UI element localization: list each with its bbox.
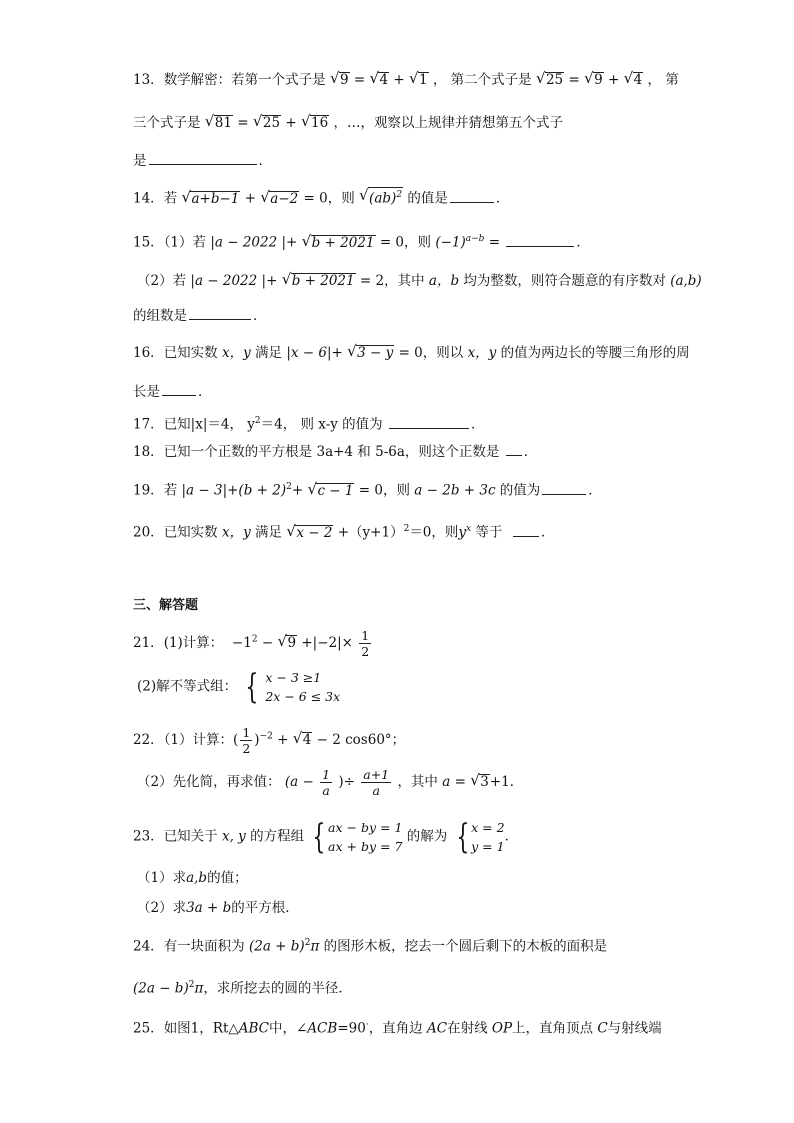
section-heading: 三、解答题 bbox=[133, 598, 199, 613]
question-24-line-1: 24．有一块面积为 $(2a + b)^2\pi$ 的图形木板，挖去一个圆后剩下的木板的面积是 bbox=[133, 938, 608, 955]
question-23-part-2: （2）求3a + b的平方根． bbox=[137, 900, 299, 916]
answer-blank bbox=[450, 188, 494, 203]
question-14: 14．若 √ a+b−1 + √ a−2 = 0，则 √ (ab)$^2$ 的值是 ． bbox=[133, 186, 510, 207]
question-15-part-1: 15．（1）若 |a − 2022 |+ √ b + 2021 = 0，则 $(-1)^{a-b}$ = ． bbox=[133, 231, 590, 251]
answer-blank bbox=[162, 381, 196, 396]
question-21-part-1: 21．(1)计算： $-1^2$ − √ 9 +|−2|× $\frac{1}{2}$ bbox=[133, 628, 370, 659]
question-13-line-3: 是 ． bbox=[133, 150, 272, 171]
question-number: 13． bbox=[133, 72, 164, 88]
question-17: 17．已知|x|＝4， $y^2=4$， 则 x-y 的值为 ． bbox=[133, 411, 484, 435]
question-25: 25．如图1，Rt△ABC中，∠ACB=90·，直角边 AC在射线 OP上，直角顶点 C与射线端 bbox=[133, 1020, 662, 1037]
question-16-line-1: 16．已知实数 x，y 满足 |x − 6|+ √ 3 − y = 0，则以 x，y 的值为两边长的等腰三角形的周 bbox=[133, 342, 690, 361]
answer-blank bbox=[506, 441, 522, 456]
question-15-part-2-line-1: （2）若 |a − 2022 |+ √ b + 2021 = 2，其中 a，b 均为整数，则符合题意的有序数对 (a,b) bbox=[137, 270, 702, 289]
answer-blank bbox=[189, 305, 251, 320]
question-16-line-2: 长是 ． bbox=[133, 381, 212, 402]
question-22-part-2: （2）先化简，再求值： (a − $\frac{1}{a}$ )÷ $\frac{a+1}{a}$ ，其中 a = √ 3+1． bbox=[137, 767, 524, 798]
question-23-part-1: （1）求a,b的值； bbox=[137, 870, 248, 886]
answer-blank bbox=[542, 480, 586, 495]
question-13-line-2: 三个式子是 √ 81 = √ 25 + √ 16 ，…，观察以上规律并猜想第五个式子 bbox=[133, 112, 563, 131]
question-19: 19．若 $|a - 3|+(b + 2)^2+$ √ c − 1 = 0，则 a − 2b + 3c 的值为 ． bbox=[133, 479, 602, 499]
answer-blank bbox=[389, 414, 469, 429]
question-13-line-1: 13．数学解密：若第一个式子是 √ 9 = √ 4 + √ 1 ， 第二个式子是 √ 25 = √ 9 + √ 4 ， 第 bbox=[133, 69, 679, 88]
question-18: 18．已知一个正数的平方根是 3a+4 和 5-6a，则这个正数是 ． bbox=[133, 441, 537, 462]
question-15-part-2-line-2: 的组数是 ． bbox=[133, 305, 267, 326]
answer-blank bbox=[513, 522, 539, 537]
question-22-part-1: 22．（1）计算：( $\frac{1}{2}$ )$^{-2}$ + √ 4 − 2 cos60°； bbox=[133, 725, 406, 756]
question-23: 23．已知关于 x, y 的方程组 { ax − by = 1 ax + by = 7 的解为 { x = 2 y = 1． bbox=[133, 817, 519, 857]
question-20: 20．已知实数 x，y 满足 √ $x - 2 +(y+1)^2=0$，则$y^x$ 等于 ． bbox=[133, 521, 555, 541]
question-21-part-2: (2)解不等式组： { x − 3 ≥1 2x − 6 ≤ 3x bbox=[137, 667, 341, 707]
question-24-line-2: $(2a - b)^2\pi$，求所挖去的圆的半径． bbox=[133, 980, 352, 997]
answer-blank bbox=[506, 232, 574, 247]
answer-blank bbox=[149, 150, 257, 165]
